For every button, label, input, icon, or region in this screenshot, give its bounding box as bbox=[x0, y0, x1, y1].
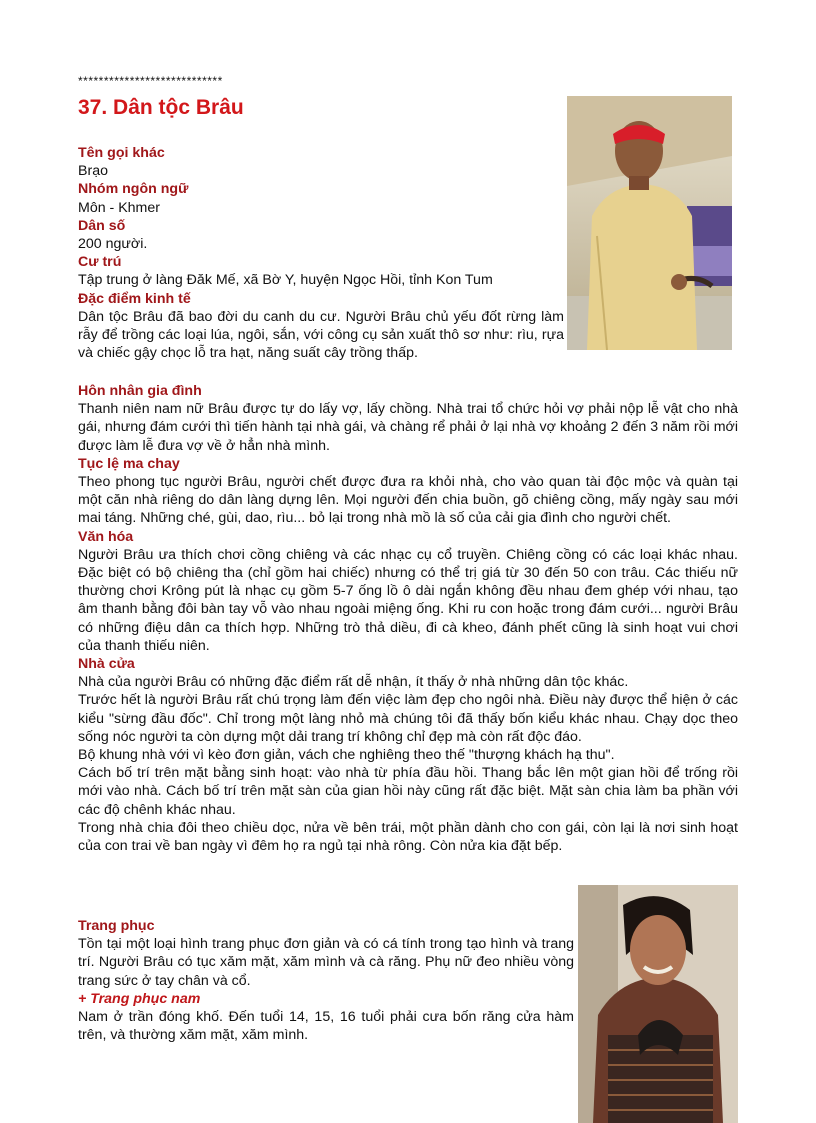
text-ma-chay: Theo phong tục người Brâu, người chết được đưa ra khỏi nhà, cho vào quan tài độc mộc và quàn tại một căn nhà riêng do dân làng dựng lên. Mọi người đến chia buồn, gõ chiêng cồng, mấy ngày sau mới mai táng. Những ché, gùi, dao, rìu... bỏ lại trong nhà mồ là số của cải gia đình cho người chết. bbox=[78, 474, 738, 527]
text-nha-cua-3: Bộ khung nhà với vì kèo đơn giản, vách che nghiêng theo thế "thượng khách hạ thu". bbox=[78, 747, 615, 764]
heading-trang-phuc-nam: + Trang phục nam bbox=[78, 990, 201, 1007]
main-column bbox=[78, 382, 738, 855]
text-nha-cua-1: Nhà của người Brâu có những đặc điểm rất dễ nhận, ít thấy ở nhà những dân tộc khác. bbox=[78, 674, 629, 691]
heading-ma-chay: Tục lệ ma chay bbox=[78, 455, 180, 472]
photo-man bbox=[567, 96, 732, 350]
heading-hon-nhan: Hôn nhân gia đình bbox=[78, 383, 202, 399]
heading-cu-tru: Cư trú bbox=[78, 254, 122, 271]
page-title: 37. Dân tộc Brâu bbox=[78, 96, 244, 119]
text-ten-goi: Brạo bbox=[78, 163, 108, 180]
heading-nha-cua: Nhà cửa bbox=[78, 656, 135, 673]
heading-van-hoa: Văn hóa bbox=[78, 528, 134, 545]
heading-kinh-te: Đặc điểm kinh tế bbox=[78, 290, 191, 307]
costume-column bbox=[78, 917, 574, 1044]
text-trang-phuc: Tồn tại một loại hình trang phục đơn giản và có cá tính trong tạo hình và trang trí. Người Brâu có tục xăm mặt, xăm mình và cà răng. Phụ nữ đeo nhiều vòng trang sức ở tay chân và cổ. bbox=[78, 936, 574, 989]
text-nha-cua-5: Trong nhà chia đôi theo chiều dọc, nửa về bên trái, một phần dành cho con gái, còn lại là nơi sinh hoạt của con trai về ban ngày vì đêm họ ra ngủ tại nhà rông. Còn nửa kia đặt bếp. bbox=[78, 819, 738, 855]
photo-woman bbox=[578, 885, 738, 1123]
heading-ngon-ngu: Nhóm ngôn ngữ bbox=[78, 181, 189, 198]
text-hon-nhan: Thanh niên nam nữ Brâu được tự do lấy vợ, lấy chồng. Nhà trai tổ chức hỏi vợ phải nộp lễ vật cho nhà gái, nhưng đám cưới thì tiến hành tại nhà gái, và chàng rể phải ở lại nhà vợ khoảng 2 đến 3 năm rồi mới được làm lễ đưa vợ về ở hẳn nhà mình. bbox=[78, 401, 738, 454]
text-nha-cua-4: Cách bố trí trên mặt bằng sinh hoạt: vào nhà từ phía đầu hồi. Thang bắc lên một gian hồi để trống rồi mới vào nhà. Cách bố trí trên mặt sàn của gian hồi này cũng rất đặc biệt. Mặt sàn chia làm ba phần với các độ chênh khác nhau. bbox=[78, 765, 738, 818]
separator-line: **************************** bbox=[78, 74, 223, 88]
text-nha-cua-2: Trước hết là người Brâu rất chú trọng làm đến việc làm đẹp cho ngôi nhà. Điều này được thể hiện ở các kiểu "sừng đầu đốc". Chỉ trong một làng nhỏ mà chúng tôi đã thấy bốn kiểu khác nhau. Chạy dọc theo sống nóc người ta còn dựng một dải trang trí không chỉ đẹp mà còn rất độc đáo. bbox=[78, 692, 738, 745]
text-kinh-te: Dân tộc Brâu đã bao đời du canh du cư. Người Brâu chủ yếu đốt rừng làm rẫy để trồng các loại lúa, ngôi, sắn, với công cụ sản xuất thô sơ như: rìu, rựa và chiếc gậy chọc lỗ tra hạt, năng suất cây trồng thấp. bbox=[78, 308, 564, 362]
text-ngon-ngu: Môn - Khmer bbox=[78, 199, 160, 216]
text-van-hoa: Người Brâu ưa thích chơi cồng chiêng và các nhạc cụ cổ truyền. Chiêng cồng có các loại khác nhau. Đặc biệt có bộ chiêng tha (chỉ gồm hai chiếc) nhưng có thể trị giá từ 30 đến 50 con trâu. Các thiếu nữ thường chơi Krông pút là nhạc cụ gồm 5-7 ống lồ ô dài ngắn không đều nhau đem ghép với nhau, tạo âm thanh bằng đôi bàn tay vỗ vào nhau ngoài miệng ống. Khi ru con hoặc trong đám cưới... người Brâu có những điệu dân ca thích hợp. Những trò thả diều, đi cà kheo, đánh phết cũng là sinh hoạt vui chơi của thanh thiếu niên. bbox=[78, 546, 738, 654]
text-dan-so: 200 người. bbox=[78, 236, 148, 253]
heading-trang-phuc: Trang phục bbox=[78, 918, 155, 934]
text-cu-tru: Tập trung ở làng Đăk Mế, xã Bờ Y, huyện Ngọc Hồi, tỉnh Kon Tum bbox=[78, 272, 493, 289]
intro-column bbox=[78, 144, 564, 362]
heading-ten-goi: Tên gọi khác bbox=[78, 145, 165, 161]
text-trang-phuc-nam: Nam ở trần đóng khố. Đến tuổi 14, 15, 16 tuổi phải cưa bốn răng cửa hàm trên, và thường xăm mặt, xăm mình. bbox=[78, 1009, 574, 1044]
heading-dan-so: Dân số bbox=[78, 217, 126, 234]
